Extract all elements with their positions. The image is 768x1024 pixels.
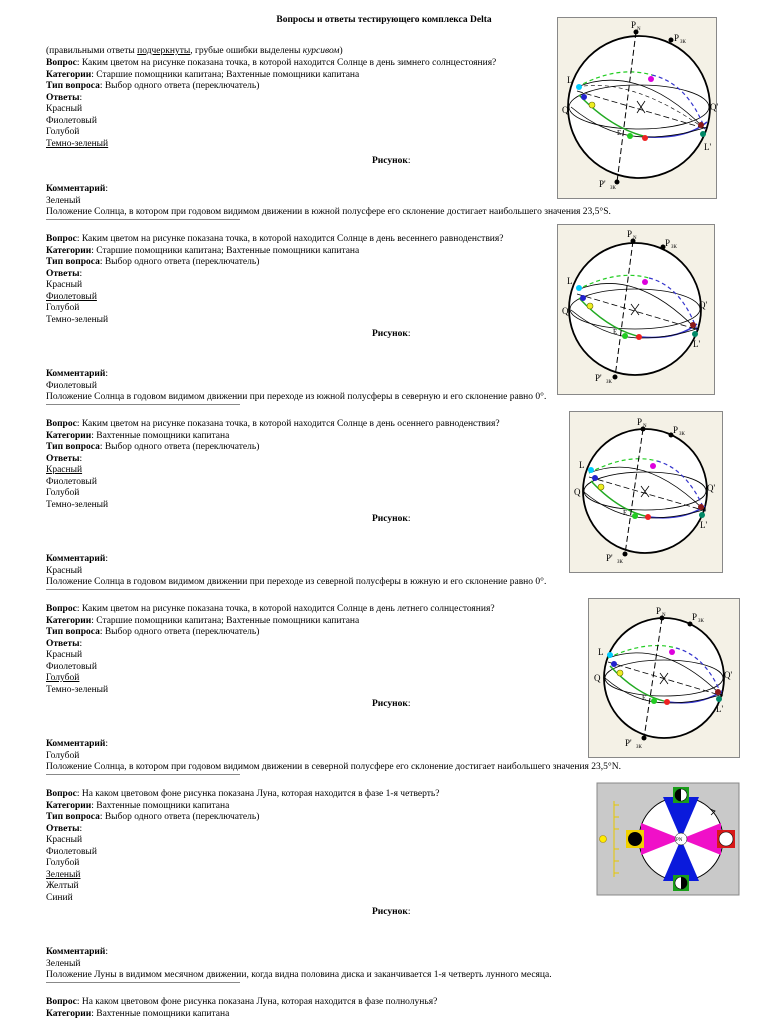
svg-text:P: P (631, 20, 637, 30)
answer-option[interactable]: Синий (46, 892, 73, 903)
answer-option[interactable]: Желтый (46, 881, 79, 891)
svg-text:L': L' (704, 142, 712, 152)
question-line: Вопрос: На каком цветовом фоне рисунка показана Луна, которая находится в фазе 1-я четверть? (46, 789, 440, 799)
svg-text:N: N (637, 27, 641, 32)
svg-text:ЗК: ЗК (680, 40, 686, 45)
divider (46, 774, 240, 775)
figure-label: Рисунок: (372, 329, 411, 339)
svg-text:L': L' (700, 520, 708, 530)
answer-option[interactable]: Красный (46, 280, 83, 290)
svg-text:Q': Q' (724, 670, 733, 680)
answer-option[interactable]: Красный (46, 650, 83, 660)
svg-text:P': P' (625, 738, 632, 748)
answer-option-correct[interactable]: Красный (46, 465, 83, 475)
comment-block: Комментарий: Зеленый Положение Луны в видимом месячном движении, когда видна половина диска и заканчивается 1-я четверть лунного месяца. (46, 947, 552, 980)
svg-text:ЗК: ЗК (636, 745, 642, 750)
question-block: Вопрос: На каком цветовом фоне рисунка показана Луна, которая находится в фазе полнолунья? Категории: Вахтенные помощники капитана (46, 997, 686, 1020)
svg-text:ЗК: ЗК (610, 186, 616, 191)
svg-text:ЗК: ЗК (671, 245, 677, 250)
svg-text:L: L (567, 75, 573, 85)
answer-option[interactable]: Фиолетовый (46, 476, 97, 487)
svg-text:Q: Q (562, 306, 569, 316)
celestial-sphere-figure (569, 411, 723, 573)
celestial-sphere-figure (588, 598, 740, 758)
svg-text:ЗК: ЗК (698, 619, 704, 624)
question-block: Вопрос: Каким цветом на рисунке показана точка, в которой находится Солнце в день весеннего равноденствия? Категории: Старшие помощники капитана; Вахтенные помощники капитана Тип вопроса: Выбор одного ответа (переключатель) Ответы: Красный Фиолетовый Голубой Темно-зеленый (46, 234, 686, 326)
answer-option[interactable]: Красный (46, 835, 83, 845)
svg-text:P: P (673, 425, 679, 435)
svg-text:P: P (674, 33, 680, 43)
answer-option[interactable]: Голубой (46, 303, 80, 313)
divider (46, 219, 240, 220)
question-block: Вопрос: Каким цветом на рисунке показана точка, в которой находится Солнце в день осеннего равноденствия? Категории: Вахтенные помощники капитана Тип вопроса: Выбор одного ответа (переключатель) Ответы: Красный Фиолетовый Голубой Темно-зеленый (46, 419, 686, 511)
svg-text:L: L (579, 460, 585, 470)
svg-text:N: N (633, 236, 637, 241)
answer-option[interactable]: Голубой (46, 488, 80, 498)
svg-text:E: E (623, 509, 628, 517)
answer-option[interactable]: Голубой (46, 858, 80, 868)
question-line: Вопрос: На каком цветовом фоне рисунка показана Луна, которая находится в фазе полнолунья? (46, 997, 438, 1007)
celestial-sphere-figure (557, 17, 717, 199)
answer-option[interactable]: Темно-зеленый (46, 499, 109, 510)
intro-note: (правильными ответы подчеркнуты, грубые ошибки выделены курсивом) (46, 46, 343, 56)
divider (46, 589, 240, 590)
answer-option-correct[interactable]: Темно-зеленый (46, 138, 109, 149)
question-line: Вопрос: Каким цветом на рисунке показана точка, в которой находится Солнце в день летнего солнцестояния? (46, 604, 495, 614)
svg-text:P': P' (599, 179, 606, 189)
question-line: Вопрос: Каким цветом на рисунке показана точка, в которой находится Солнце в день осеннего равноденствия? (46, 419, 500, 429)
svg-text:P': P' (595, 373, 602, 383)
svg-text:Q': Q' (707, 483, 716, 493)
moon-phase-figure (597, 783, 739, 895)
svg-text:Q': Q' (699, 300, 708, 310)
comment-block: Комментарий: Фиолетовый Положение Солнца в годовом видимом движении при переходе из южной полусферы в северную и его склонение равно 0°. (46, 369, 547, 402)
question-block: Вопрос: На каком цветовом фоне рисунка показана Луна, которая находится в фазе 1-я четверть? Категории: Вахтенные помощники капитана Тип вопроса: Выбор одного ответа (переключатель) Ответы: Красный Фиолетовый Голубой Зеленый Желтый Синий (46, 789, 686, 904)
svg-text:P: P (665, 238, 671, 248)
comment-block: Комментарий: Голубой Положение Солнца, в котором при годовом видимом движении в северной полусфере его склонение достигает наибольшего значения 23,5°N. (46, 739, 621, 772)
answer-option[interactable]: Фиолетовый (46, 661, 97, 672)
svg-text:Q: Q (562, 105, 569, 115)
question-line: Вопрос: Каким цветом на рисунке показана точка, в которой находится Солнце в день зимнего солнцестояния? (46, 58, 497, 68)
svg-text:L: L (598, 647, 604, 657)
svg-text:L': L' (693, 339, 701, 349)
answer-option[interactable]: Фиолетовый (46, 115, 97, 126)
svg-text:P: P (637, 417, 643, 427)
svg-text:N: N (662, 613, 666, 618)
celestial-sphere-figure (557, 224, 715, 395)
answer-option-correct[interactable]: Зеленый (46, 869, 81, 880)
figure-label: Рисунок: (372, 699, 411, 709)
comment-block: Комментарий: Красный Положение Солнца в годовом видимом движении при переходе из северной полусферы в южную и его склонение равно 0°. (46, 554, 547, 587)
svg-text:L: L (567, 276, 573, 286)
type-line: Тип вопроса: Выбор одного ответа (переключатель) (46, 81, 260, 91)
answer-option[interactable]: Фиолетовый (46, 846, 97, 857)
svg-text:E: E (617, 129, 622, 137)
svg-text:ЗК: ЗК (679, 432, 685, 437)
document-title: Вопросы и ответы тестирующего комплекса Delta (276, 15, 492, 25)
svg-text:E: E (613, 328, 618, 336)
figure-label: Рисунок: (372, 514, 411, 524)
svg-text:ЗК: ЗК (606, 380, 612, 385)
svg-text:N: N (643, 424, 647, 429)
comment-block: Комментарий: Зеленый Положение Солнца, в котором при годовом видимом движении в южной полусфере его склонение достигает наибольшего значения 23,5°S. (46, 184, 611, 217)
answer-option[interactable]: Красный (46, 104, 83, 114)
svg-text:P: P (627, 229, 633, 239)
categories-line: Категории: Старшие помощники капитана; Вахтенные помощники капитана (46, 69, 360, 80)
answer-option[interactable]: Темно-зеленый (46, 684, 109, 695)
divider (46, 404, 240, 405)
svg-text:L': L' (716, 704, 724, 714)
answer-option-correct[interactable]: Голубой (46, 673, 80, 683)
figure-label: Рисунок: (372, 907, 411, 917)
svg-text:Q: Q (574, 487, 581, 497)
svg-text:ЗК: ЗК (617, 560, 623, 565)
answer-option[interactable]: Темно-зеленый (46, 314, 109, 325)
svg-text:P': P' (606, 553, 613, 563)
svg-text:Q': Q' (710, 102, 719, 112)
svg-text:Q: Q (594, 673, 601, 683)
answers-heading: Ответы: (46, 92, 83, 103)
svg-text:P: P (656, 606, 662, 616)
question-block: Вопрос: Каким цветом на рисунке показана точка, в которой находится Солнце в день летнего солнцестояния? Категории: Старшие помощники капитана; Вахтенные помощники капитана Тип вопроса: Выбор одного ответа (переключатель) Ответы: Красный Фиолетовый Голубой Темно-зеленый (46, 604, 686, 696)
figure-label: Рисунок: (372, 156, 411, 166)
svg-text:P: P (692, 612, 698, 622)
svg-text:E: E (642, 694, 647, 702)
divider (46, 982, 240, 983)
answer-option-correct[interactable]: Фиолетовый (46, 291, 97, 302)
answer-option[interactable]: Голубой (46, 127, 80, 137)
svg-text:PN: PN (676, 838, 683, 843)
question-line: Вопрос: Каким цветом на рисунке показана точка, в которой находится Солнце в день весеннего равноденствия? (46, 234, 504, 244)
